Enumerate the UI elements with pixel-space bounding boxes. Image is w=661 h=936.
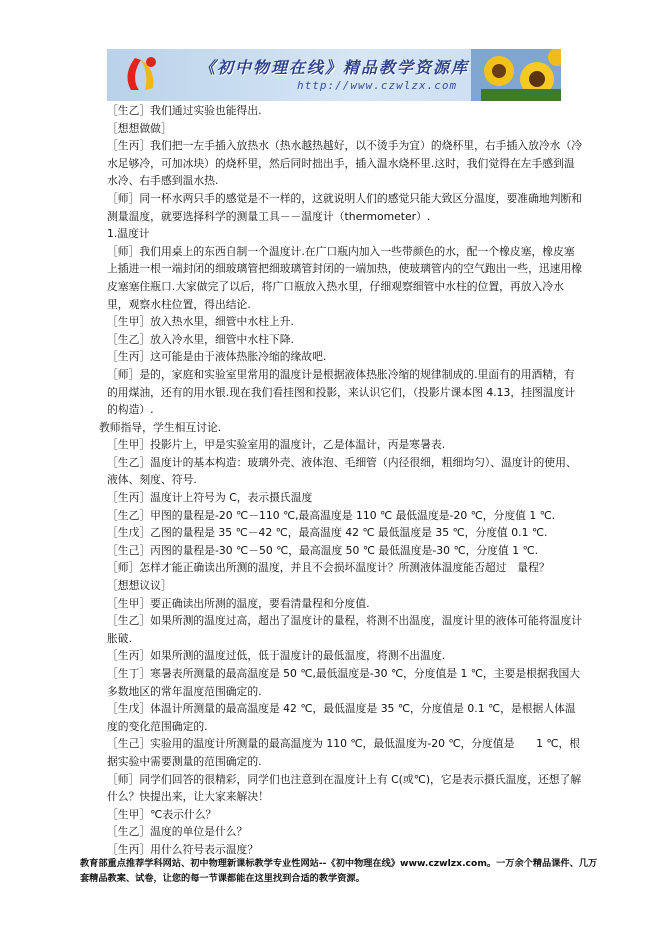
banner-url: http://www.czwlzx.com	[297, 79, 458, 92]
paragraph: ［生丙］我们把一左手插入放热水（热水越热越好，以不烫手为宜）的烧杯里，右手插入放冷水（冷水足够冷，可加冰块）的烧杯里，然后同时拙出手，插入温水烧杯里.这时，我们觉得在左手感到温水冷、右手感到温水热.	[107, 139, 583, 188]
paragraph: ［生戊］体温计所测量的最高温度是 42 ℃，最低温度是 35 ℃，分度值是 0.1 ℃，是根据人体温度的变化范围确定的.	[107, 702, 576, 733]
paragraph: ［生甲］℃表示什么？	[107, 807, 217, 821]
paragraph: ［生乙］温度计的基本构造：玻璃外壳、液体泡、毛细管（内径很细，粗细均匀）、温度计的使用、液体、刻度、符号.	[107, 455, 577, 487]
paragraph: ［师］是的，家庭和实验室里常用的温度计是根据液体热胀冷缩的规律制成的.里面有的用酒精，有的用煤油，还有的用水银.现在我们看挂图和投影，来认识它们，（投影片课本图 4.13，挂图温度计的构造）.	[107, 367, 576, 417]
paragraph: ［师］同一杯水两只手的感觉是不一样的，这就说明人们的感觉只能大致区分温度，要准确地判断和测量温度，就要选择科学的测量工具－－温度计（thermometer）.	[107, 191, 583, 223]
paragraph: ［生戊］乙图的量程是 35 ℃－42 ℃，最高温度 42 ℃ 最低温度是 35 ℃，分度值 0.1 ℃.	[107, 526, 548, 540]
document-body	[99, 102, 585, 859]
footer-note: 教育部重点推荐学科网站、初中物理新课标教学专业性网站--《初中物理在线》www.czwlzx.com。一万余个精品课件、几万套精品教案、试卷，让您的每一节课都能在这里找到合适的教学资源。	[80, 858, 598, 884]
paragraph: 教师指导，学生相互讨论.	[99, 420, 222, 434]
paragraph: ［师］同学们回答的很精彩，同学们也注意到在温度计上有 C(或℃)，它是表示摄氏温度，还想了解什么？快提出来，让大家来解决！	[107, 772, 582, 804]
paragraph: ［生丙］如果所测的温度过低，低于温度计的最低温度，将测不出温度.	[107, 649, 446, 663]
sunflower-icon	[471, 49, 561, 101]
paragraph: ［生丁］寒暑表所测量的最高温度是 50 ℃,最低温度是-30 ℃，分度值是 1 ℃，主要是根据我国大多数地区的常年温度范围确定的.	[107, 667, 581, 698]
paragraph: ［生乙］甲图的量程是-20 ℃－110 ℃,最高温度是 110 ℃ 最低温度是-20 ℃，分度值 1 ℃.	[107, 508, 556, 522]
header-banner	[107, 49, 561, 101]
paragraph: ［生己］实验用的温度计所测量的最高温度为 110 ℃，最低温度为-20 ℃，分度值是 1 ℃，根据实验中需要测量的范围确定的.	[107, 737, 581, 768]
paragraph: ［生乙］如果所测的温度过高，超出了温度计的量程，将测不出温度，温度计里的液体可能将温度计胀破.	[107, 614, 583, 645]
paragraph: ［生乙］我们通过实验也能得出.	[107, 104, 262, 117]
paragraph: ［师］怎样才能正确读出所测的温度，并且不会损坏温度计？所测液体温度能否超过 量程？	[107, 561, 550, 575]
banner-title: 《初中物理在线》精品教学资源库	[199, 58, 470, 77]
paragraph: ［生丙］温度计上符号为 C，表示摄氏温度	[107, 491, 313, 505]
paragraph: ［生乙］放入冷水里，细管中水柱下降.	[107, 332, 294, 346]
paragraph: ［生丙］这可能是由于液体热胀冷缩的缘故吧.	[107, 350, 327, 364]
logo-icon	[121, 54, 161, 96]
paragraph: ［想想做做］	[107, 121, 172, 135]
paragraph: ［生甲］要正确读出所测的温度，要看清量程和分度值.	[107, 596, 370, 610]
paragraph: ［想想议议］	[107, 579, 172, 593]
paragraph: ［生甲］投影片上，甲是实验室用的温度计，乙是体温计，丙是寒暑表.	[107, 438, 446, 452]
paragraph: ［生丙］用什么符号表示温度？	[107, 842, 259, 856]
paragraph: ［师］我们用桌上的东西自制一个温度计.在广口瓶内加入一些带颜色的水，配一个橡皮塞，橡皮塞上插进一根一端封闭的细玻璃管把细玻璃管封闭的一端加热，使玻璃管内的空气跑出一些，迅速用橡皮塞塞住瓶口.大家做完了以后，将广口瓶放入热水里，仔细观察细管中水柱的位置，再放入冷水里，观察水柱位置，得出结论.	[107, 244, 583, 311]
section-heading: 1.温度计	[107, 227, 150, 241]
paragraph: ［生己］丙图的量程是-30 ℃－50 ℃，最高温度 50 ℃ 最低温度是-30 ℃，分度值 1 ℃.	[107, 543, 539, 557]
paragraph: ［生乙］温度的单位是什么？	[107, 825, 248, 839]
paragraph: ［生甲］放入热水里，细管中水柱上升.	[107, 315, 294, 329]
